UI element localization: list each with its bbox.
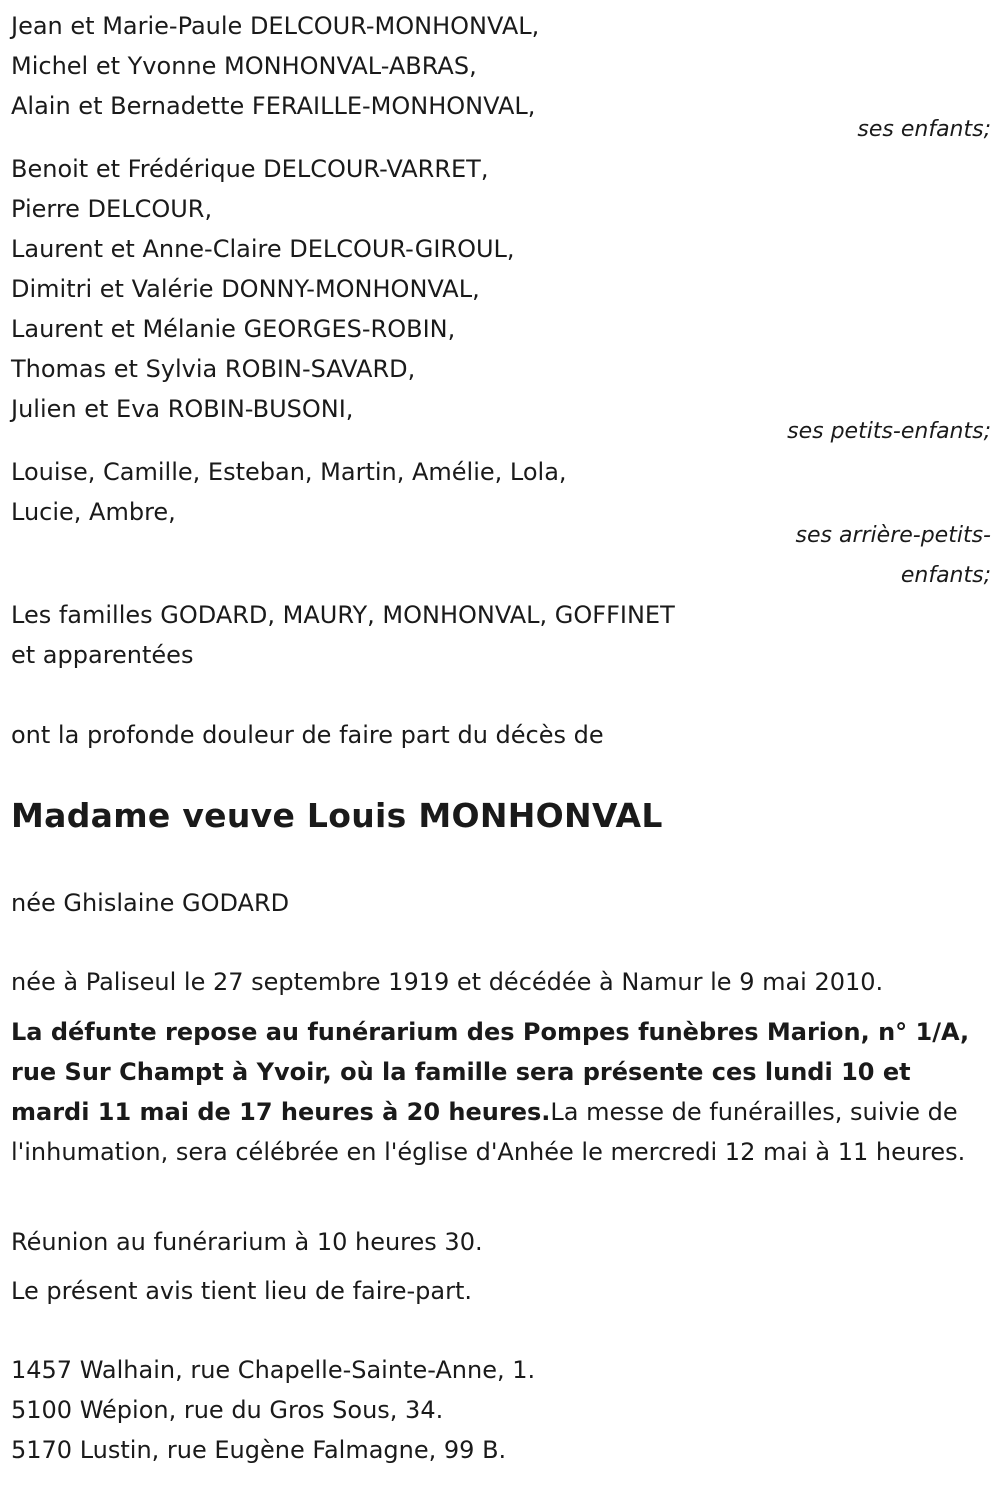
family-name-line: Lucie, Ambre, (11, 498, 176, 526)
family-name-line: Dimitri et Valérie DONNY-MONHONVAL, (11, 275, 480, 303)
notice-text: Le présent avis tient lieu de faire-part. (11, 1277, 473, 1305)
grandchildren-role-label: ses petits-enfants; (787, 419, 991, 444)
role-label-line: ses arrière-petits- (795, 523, 991, 548)
family-name-line: Jean et Marie-Paule DELCOUR-MONHONVAL, (11, 12, 540, 40)
deceased-name: Madame veuve Louis MONHONVAL (11, 796, 663, 835)
reunion-text: Réunion au funérarium à 10 heures 30. (11, 1228, 483, 1256)
family-name-line: Laurent et Mélanie GEORGES-ROBIN, (11, 315, 456, 343)
family-name-line: Thomas et Sylvia ROBIN-SAVARD, (11, 355, 416, 383)
address-line: 5100 Wépion, rue du Gros Sous, 34. (11, 1396, 444, 1424)
great-grandchildren-role-label (796, 516, 991, 596)
role-label-line: enfants; (900, 563, 991, 588)
family-name-line: Benoit et Frédérique DELCOUR-VARRET, (11, 155, 489, 183)
families-list (11, 595, 991, 675)
children-list (11, 6, 991, 126)
family-name-line: Louise, Camille, Esteban, Martin, Amélie, Lola, (11, 458, 567, 486)
grandchildren-list (11, 149, 991, 429)
funeral-viewing-text: La défunte repose au funérarium des Pompes funèbres Marion, n° 1/A, rue Sur Champt à Yvoir, où la famille sera présente ces lundi 10 et mardi 11 mai de 17 heures à 20 heures. (11, 1018, 970, 1126)
family-name-line: Pierre DELCOUR, (11, 195, 213, 223)
family-name-line: Alain et Bernadette FERAILLE-MONHONVAL, (11, 92, 536, 120)
children-role-label: ses enfants; (857, 117, 991, 142)
address-line: 5170 Lustin, rue Eugène Falmagne, 99 B. (11, 1436, 507, 1464)
announcement-text: ont la profonde douleur de faire part du décès de (11, 721, 604, 749)
family-name-line: Michel et Yvonne MONHONVAL-ABRAS, (11, 52, 477, 80)
maiden-name: née Ghislaine GODARD (11, 889, 290, 917)
families-line: Les familles GODARD, MAURY, MONHONVAL, GOFFINET (11, 601, 675, 629)
family-name-line: Laurent et Anne-Claire DELCOUR-GIROUL, (11, 235, 515, 263)
address-line: 1457 Walhain, rue Chapelle-Sainte-Anne, 1. (11, 1356, 536, 1384)
birth-death-text: née à Paliseul le 27 septembre 1919 et décédée à Namur le 9 mai 2010. (11, 968, 884, 996)
family-name-line: Julien et Eva ROBIN-BUSONI, (11, 395, 354, 423)
address-list (11, 1350, 535, 1470)
funeral-mass-text: La messe de funérailles, suivie de l'inhumation, sera célébrée en l'église d'Anhée le mercredi 12 mai à 11 heures. (11, 1098, 966, 1166)
funeral-details (11, 1012, 991, 1172)
families-line: et apparentées (11, 641, 194, 669)
